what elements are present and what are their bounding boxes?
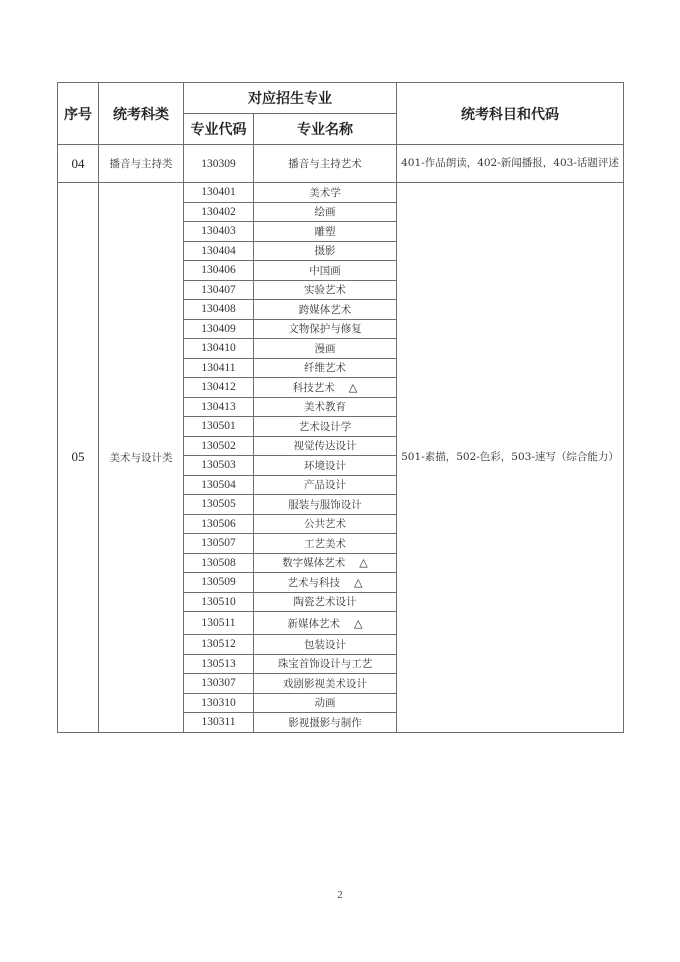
major-name-cell <box>254 397 397 417</box>
major-name-text: 实验艺术 <box>304 284 346 297</box>
major-name-text: 珠宝首饰设计与工艺 <box>277 658 373 671</box>
major-code-cell: 130407 <box>184 280 254 300</box>
triangle-mark-icon: △ <box>354 575 363 589</box>
major-code-cell: 130502 <box>184 436 254 456</box>
header-major-group: 对应招生专业 <box>184 83 397 114</box>
major-name-text: 漫画 <box>314 342 336 355</box>
major-name-cell <box>254 495 397 515</box>
major-code-cell: 130509 <box>184 573 254 593</box>
major-code-cell: 130406 <box>184 261 254 281</box>
seq-cell: 04 <box>58 145 99 183</box>
major-name-text: 科技艺术 <box>292 381 335 394</box>
triangle-mark-icon: △ <box>348 380 358 394</box>
major-code-cell: 130507 <box>184 534 254 554</box>
major-code-cell: 130412 <box>184 378 254 398</box>
major-code-cell: 130505 <box>184 495 254 515</box>
major-name-cell <box>254 339 397 359</box>
major-code-cell: 130310 <box>184 693 254 713</box>
major-name-text: 公共艺术 <box>304 518 346 531</box>
major-name-text: 动画 <box>314 697 336 710</box>
major-name-cell <box>254 358 397 378</box>
major-code-cell: 130512 <box>184 635 254 655</box>
major-name-cell <box>254 592 397 612</box>
major-name-cell <box>254 436 397 456</box>
major-code-cell: 130411 <box>184 358 254 378</box>
major-name-text: 陶瓷艺术设计 <box>293 596 357 609</box>
header-seq: 序号 <box>58 83 99 145</box>
major-name-text: 艺术与科技 <box>287 576 341 589</box>
table-row <box>58 145 624 183</box>
header-major-code: 专业代码 <box>184 114 254 145</box>
major-code-cell: 130510 <box>184 592 254 612</box>
major-code-cell: 130404 <box>184 241 254 261</box>
major-name-cell <box>254 713 397 733</box>
major-name-cell <box>254 534 397 554</box>
major-name-text: 播音与主持艺术 <box>288 158 362 170</box>
triangle-mark-icon: △ <box>359 556 368 570</box>
major-code-cell: 130506 <box>184 514 254 534</box>
major-name-cell <box>254 674 397 694</box>
major-name-text: 中国画 <box>309 264 341 277</box>
major-name-cell <box>254 693 397 713</box>
major-code-cell: 130309 <box>184 145 254 183</box>
major-name-text: 美术教育 <box>304 401 346 414</box>
major-name-cell <box>254 456 397 476</box>
major-code-cell: 130401 <box>184 183 254 203</box>
major-name-text: 新媒体艺术 <box>287 617 341 630</box>
category-cell: 播音与主持类 <box>99 145 184 183</box>
major-code-cell: 130511 <box>184 612 254 635</box>
major-code-cell: 130508 <box>184 553 254 573</box>
major-name-text: 雕塑 <box>314 225 336 238</box>
major-code-cell: 130513 <box>184 654 254 674</box>
major-name-cell <box>254 280 397 300</box>
major-name-text: 工艺美术 <box>304 537 346 550</box>
header-major-name: 专业名称 <box>254 114 397 145</box>
major-name-text: 艺术设计学 <box>298 420 352 433</box>
exam-subjects-cell: 501-素描，502-色彩，503-速写（综合能力） <box>397 183 624 733</box>
major-name-cell <box>254 475 397 495</box>
major-name-text: 视觉传达设计 <box>293 440 357 453</box>
major-code-cell: 130501 <box>184 417 254 437</box>
major-code-cell: 130504 <box>184 475 254 495</box>
major-name-cell <box>254 514 397 534</box>
table-body <box>58 145 624 733</box>
major-name-text: 戏剧影视美术设计 <box>283 677 367 690</box>
major-name-text: 纤维艺术 <box>304 362 346 375</box>
major-name-text: 美术学 <box>309 186 341 199</box>
major-name-text: 跨媒体艺术 <box>298 303 352 316</box>
major-name-cell <box>254 300 397 320</box>
major-name-text: 摄影 <box>314 245 336 258</box>
major-name-cell <box>254 553 397 573</box>
major-name-cell <box>254 202 397 222</box>
header-category: 统考科类 <box>99 83 184 145</box>
major-name-cell <box>254 261 397 281</box>
major-name-text: 产品设计 <box>304 479 346 492</box>
major-code-cell: 130413 <box>184 397 254 417</box>
major-name-cell <box>254 635 397 655</box>
major-name-text: 包装设计 <box>304 638 346 651</box>
major-name-cell <box>254 241 397 261</box>
major-name-text: 文物保护与修复 <box>288 323 362 336</box>
major-name-text: 数字媒体艺术 <box>282 557 346 570</box>
major-code-cell: 130403 <box>184 222 254 242</box>
table-row <box>58 183 624 203</box>
major-name-text: 环境设计 <box>304 459 346 472</box>
major-name-text: 绘画 <box>314 206 336 219</box>
major-code-cell: 130410 <box>184 339 254 359</box>
major-name-cell <box>254 319 397 339</box>
category-cell: 美术与设计类 <box>99 183 184 733</box>
header-subjects: 统考科目和代码 <box>397 83 624 145</box>
exam-category-table <box>57 82 624 733</box>
major-name-text: 服装与服饰设计 <box>288 498 362 511</box>
major-name-cell <box>254 145 397 183</box>
major-name-cell <box>254 417 397 437</box>
major-code-cell: 130311 <box>184 713 254 733</box>
major-code-cell: 130409 <box>184 319 254 339</box>
major-name-cell <box>254 612 397 635</box>
major-name-cell <box>254 378 397 398</box>
major-name-cell <box>254 654 397 674</box>
exam-subjects-cell: 401-作品朗读，402-新闻播报，403-话题评述 <box>397 145 624 183</box>
major-code-cell: 130402 <box>184 202 254 222</box>
major-code-cell: 130307 <box>184 674 254 694</box>
major-code-cell: 130408 <box>184 300 254 320</box>
page-number: 2 <box>337 889 343 901</box>
triangle-mark-icon: △ <box>354 616 363 630</box>
major-name-cell <box>254 222 397 242</box>
major-name-text: 影视摄影与制作 <box>288 716 362 729</box>
major-code-cell: 130503 <box>184 456 254 476</box>
major-name-cell <box>254 573 397 593</box>
seq-cell: 05 <box>58 183 99 733</box>
major-name-cell <box>254 183 397 203</box>
